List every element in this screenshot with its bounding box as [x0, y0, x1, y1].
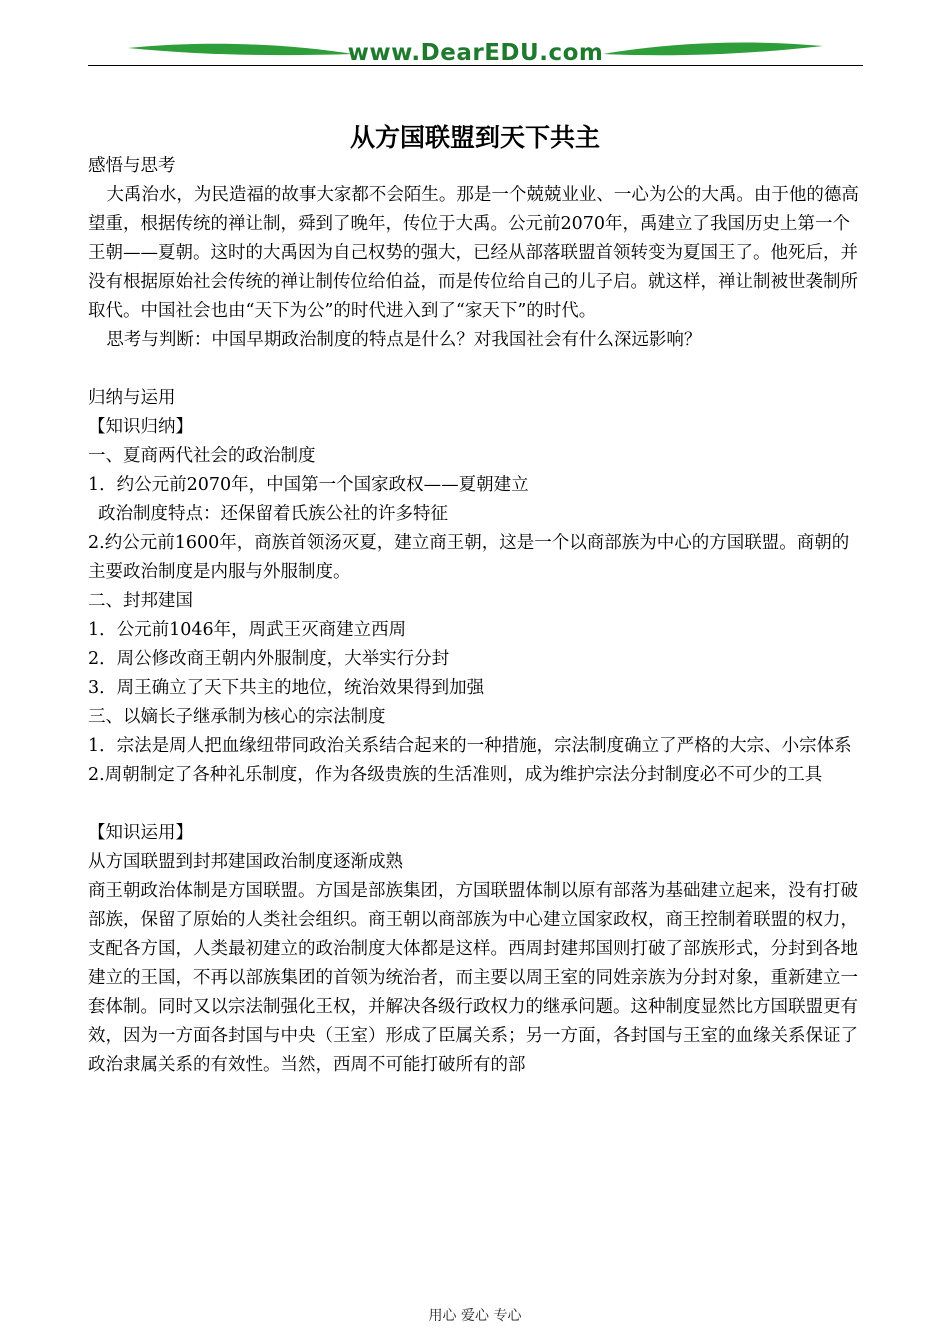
- site-logo-text: www.DearEDU.com: [347, 40, 604, 66]
- part3-heading: 三、以嫡长子继承制为核心的宗法制度: [88, 707, 386, 727]
- part2-item: 2．周公修改商王朝内外服制度，大举实行分封: [88, 649, 450, 669]
- spacer: [88, 355, 866, 384]
- knowledge-summary-label: 【知识归纳】: [88, 417, 193, 437]
- part1-item-note: 政治制度特点：还保留着氏族公社的许多特征: [98, 504, 448, 524]
- document-body: [88, 152, 866, 1080]
- spacer: [88, 790, 866, 819]
- knowledge-use-label: 【知识运用】: [88, 823, 193, 843]
- knowledge-use-heading: 从方国联盟到封邦建国政治制度逐渐成熟: [88, 852, 403, 872]
- part2-item: 3．周王确立了天下共主的地位，统治效果得到加强: [88, 678, 485, 698]
- page-footer: 用心 爱心 专心: [428, 1308, 522, 1324]
- part3-item: 1．宗法是周人把血缘纽带同政治关系结合起来的一种措施，宗法制度确立了严格的大宗、小宗体系: [88, 736, 852, 756]
- knowledge-use-paragraph: 商王朝政治体制是方国联盟。方国是部族集团，方国联盟体制以原有部落为基础建立起来，没有打破部族，保留了原始的人类社会组织。商王朝以商部族为中心建立国家政权，商王控制着联盟的权力，支配各方国，人类最初建立的政治制度大体都是这样。西周封建邦国则打破了部族形式，分封到各地建立的王国，不再以部族集团的首领为统治者，而主要以周王室的同姓亲族为分封对象，重新建立一套体制。同时又以宗法制强化王权，并解决各级行政权力的继承问题。这种制度显然比方国联盟更有效，因为一方面各封国与中央（王室）形成了臣属关系；另一方面，各封国与王室的血缘关系保证了政治隶属关系的有效性。当然，西周不可能打破所有的部: [88, 881, 858, 1075]
- part1-item: 2.约公元前1600年，商族首领汤灭夏，建立商王朝，这是一个以商部族为中心的方国联盟。商朝的主要政治制度是内服与外服制度。: [88, 533, 850, 582]
- part1-heading: 一、夏商两代社会的政治制度: [88, 446, 316, 466]
- part2-item: 1．公元前1046年，周武王灭商建立西周: [88, 620, 407, 640]
- document-title: 从方国联盟到天下共主: [349, 123, 600, 152]
- part1-item: 1．约公元前2070年，中国第一个国家政权——夏朝建立: [88, 475, 529, 495]
- part2-heading: 二、封邦建国: [88, 591, 193, 611]
- reflection-question: 思考与判断：中国早期政治制度的特点是什么？对我国社会有什么深远影响？: [106, 330, 702, 350]
- page-header: [88, 34, 863, 74]
- header-divider: [88, 65, 863, 66]
- intro-paragraph: 大禹治水，为民造福的故事大家都不会陌生。那是一个兢兢业业、一心为公的大禹。由于他的德高望重，根据传统的禅让制，舜到了晚年，传位于大禹。公元前2070年，禹建立了我国历史上第一个王朝——夏朝。这时的大禹因为自己权势的强大，已经从部落联盟首领转变为夏国王了。他死后，并没有根据原始社会传统的禅让制传位给伯益，而是传位给自己的儿子启。就这样，禅让制被世袭制所取代。中国社会也由“天下为公”的时代进入到了“家天下”的时代。: [88, 185, 859, 321]
- section-heading-summary: 归纳与运用: [88, 388, 176, 408]
- part3-item: 2.周朝制定了各种礼乐制度，作为各级贵族的生活准则，成为维护宗法分封制度必不可少的工具: [88, 765, 823, 785]
- section-heading-reflection: 感悟与思考: [88, 156, 176, 176]
